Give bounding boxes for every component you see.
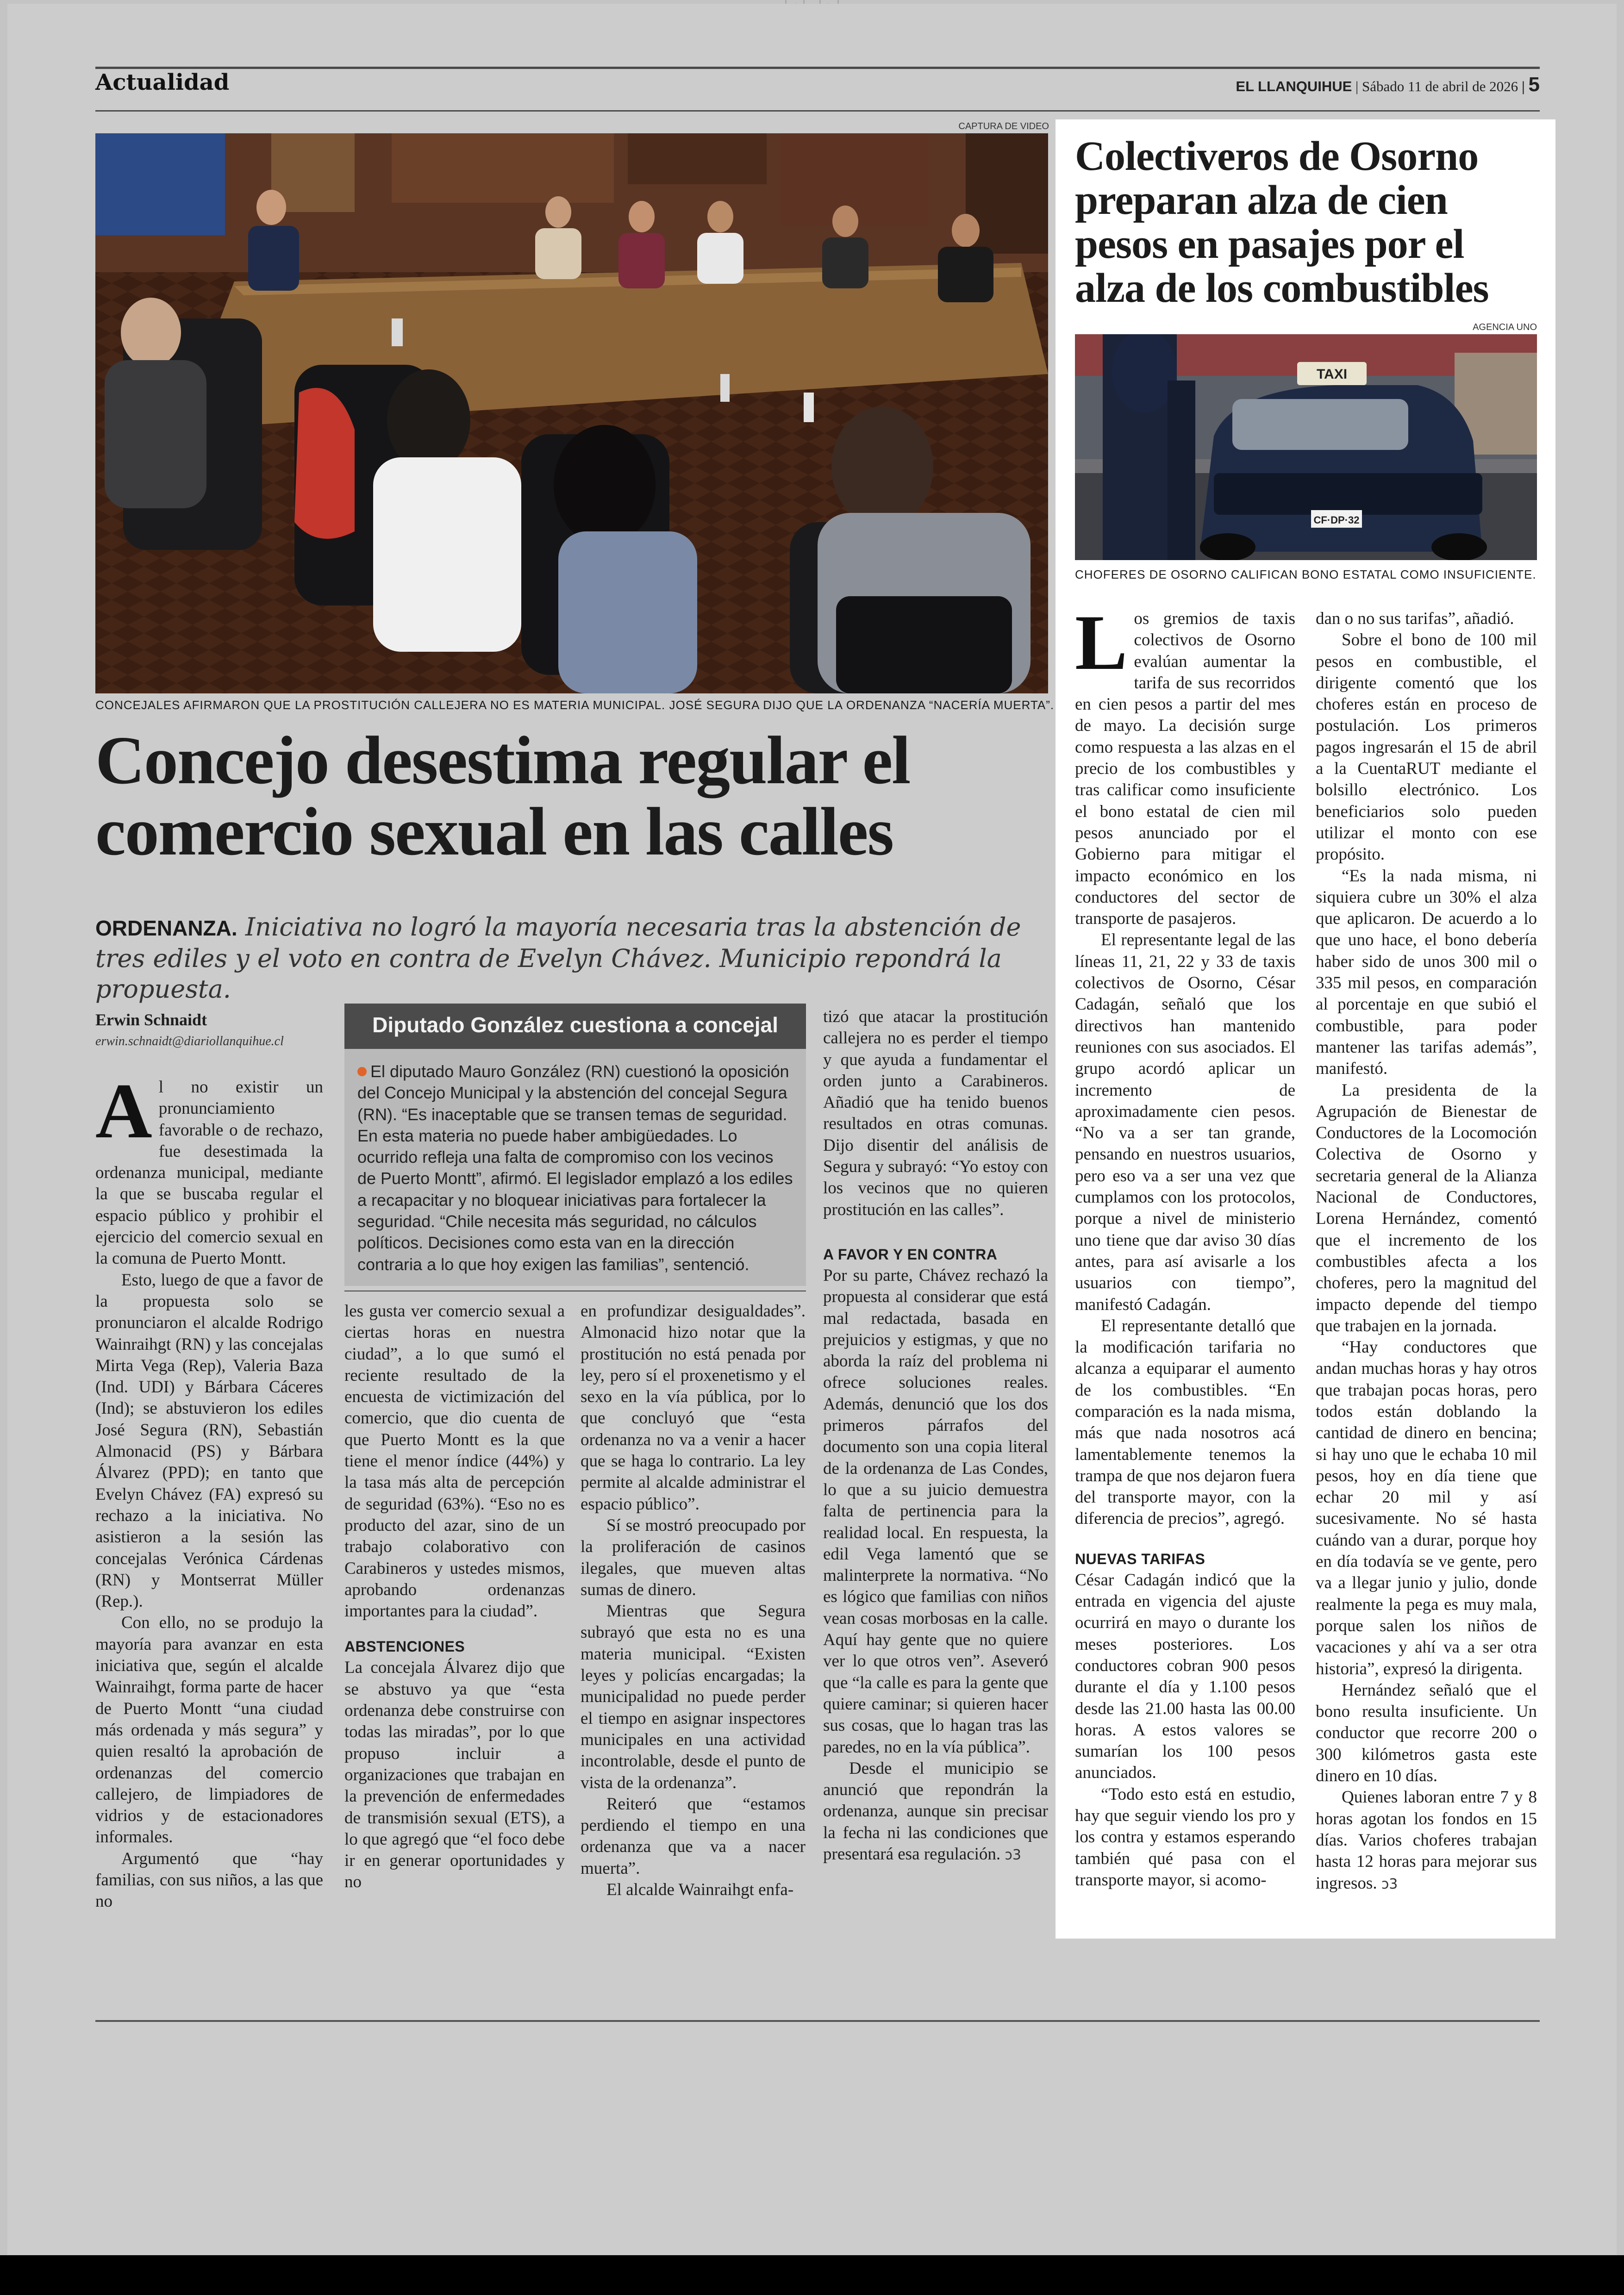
side-headline-line1: Colectiveros de Osorno (1075, 133, 1479, 179)
paragraph: os gremios de taxis colectivos de Osorno evalúan aumentar la tarifa de sus recorridos en cien pesos a partir del mes de mayo. La decisión surge como respuesta a las alzas en el precio de los combustibles y tras calificar como insuficiente el bono estatal de cien mil pesos anunciado por el Gobierno para mitigar el impacto económico en los conductores del sector de transporte de pasajeros. (1075, 609, 1295, 929)
paragraph: les gusta ver comercio sexual a ciertas horas en nuestra ciudad”, a lo que sumó el reciente resultado de la encuesta de victimización del comercio, que dio cuenta de que Puerto Montt es la que tiene el menor índice (44%) y la tasa más alta de percepción de seguridad (63%). “Eso no es producto del azar, sino de un trabajo colaborativo con Carabineros y ustedes mismos, aprobando ordenanzas importantes para la ciudad”. (344, 1302, 565, 1621)
side-headline-line4: alza de los combustibles (1075, 265, 1489, 311)
sidebar-box-title: Diputado González cuestiona a concejal (344, 1004, 806, 1049)
paragraph: “Hay conductores que andan muchas horas y hay otros que trabajan pocas horas, pero todos están doblando la cantidad de dinero en bencina; si hay uno que le echaba 10 mil pesos, hoy en día tiene que echar 20 mil y así sucesivamente. No sé hasta cuándo van a durar, porque hoy en día todavía se ve gente, pero va a llegar junio y julio, donde realmente la pega es muy mala, porque salen los niños de vacaciones y ahí va a ser otra historia”, expresó la dirigenta. (1316, 1338, 1537, 1678)
main-headline-line2: comercio sexual en las calles (95, 794, 893, 870)
page-info: EL LLANQUIHUE | Sábado 11 de abril de 2026 | 5 (1236, 73, 1540, 96)
paragraph: Por su parte, Chávez rechazó la propuesta al considerar que está mal redactada, basada en prejuicios y estigmas, y que no aborda la raíz del problema ni ofrece soluciones reales. Además, denunció que los dos primeros párrafos del documento son una copia literal de la ordenanza de Las Condes, lo que a su juicio demuestra falta de pertinencia para la realidad local. En respuesta, la edil Vega lamentó que se malinterprete la normativa. “No es lógico que familias con niños vean cosas morbosas en la calle. Aquí hay gente que no quiere ver lo que otros ven”. Aseveró que “la calle es para la gente que quiere caminar; si quieren hacer sus cosas, que lo hagan tras las paredes, no en la vía pública”. (823, 1266, 1048, 1757)
main-article-column-2 (344, 1301, 565, 1893)
side-photo (1075, 334, 1537, 560)
side-headline-line3: pesos en pasajes por el (1075, 221, 1464, 267)
main-photo-caption: CONCEJALES AFIRMARON QUE LA PROSTITUCIÓN CALLEJERA NO ES MATERIA MUNICIPAL. JOSÉ SEGURA DIJO QUE LA ORDENANZA “NACERÍA MUERTA”. (95, 698, 1055, 712)
side-article-column-1 (1075, 599, 1295, 1891)
sidebar-box (344, 1004, 806, 1286)
paragraph: El representante detalló que la modificación tarifaria no alcanza a equiparar el aumento de los combustibles. “En comparación es la nada misma, más que nada nosotros acá lamentablemente tenemos la trampa de que nos dejaron fuera del transporte mayor, con la diferencia de precios”, agregó. (1075, 1316, 1295, 1528)
author-name: Erwin Schnaidt (95, 1010, 207, 1029)
paragraph: Reiteró que “estamos perdiendo el tiempo en una ordenanza que va a nacer muerta”. (581, 1794, 806, 1878)
paragraph: César Cadagán indicó que la entrada en vigencia del ajuste ocurrirá en mayo o durante los meses posteriores. Los conductores cobran 900 pesos durante el día y 1.100 pesos desde las 21.00 hasta las 00.00 horas. A estos valores se sumarían los 100 pesos anunciados. (1075, 1570, 1295, 1783)
paragraph-text: Quienes laboran entre 7 y 8 horas agotan los fondos en 15 días. Varios choferes trabajan hasta 12 horas para mejorar sus ingresos. (1316, 1788, 1537, 1893)
header-bottom-rule (95, 110, 1540, 112)
main-headline (95, 723, 1068, 870)
end-mark-icon: ↄ3 (1005, 1846, 1021, 1863)
paragraph (823, 1758, 1048, 1866)
subhead-abstenciones: ABSTENCIONES (344, 1638, 465, 1655)
main-deck (95, 912, 1058, 1004)
issue-date: Sábado 11 de abril de 2026 (1362, 78, 1518, 94)
paragraph: El representante legal de las líneas 11, 21, 22 y 33 de taxis colectivos de Osorno, César Cadagán, señaló que los directivos han mantenido reuniones con sus asociados. El grupo acordó aplicar un incremento de aproximadamente cien pesos. “No va a ser tan grande, pensando en nuestros usuarios, pero eso va a ser una vez que cumplamos con los protocolos, porque a nivel de ministerio uno tiene que dar aviso 30 días antes, para así avisarle a los usuarios con tiempo”, manifestó Cadagán. (1075, 930, 1295, 1314)
paragraph: El alcalde Wainraihgt enfa- (606, 1880, 794, 1900)
paragraph: l no existir un pronunciamiento favorable o de rechazo, fue desestimada la ordenanza municipal, mediante la que se buscaba regular el espacio público y prohibir el ejercicio del comercio sexual en la comuna de Puerto Montt. (95, 1078, 323, 1268)
side-headline (1075, 134, 1543, 310)
paragraph: Hernández señaló que el bono resulta insuficiente. Un conductor que recorre 200 o 300 kilómetros gasta este dinero en 10 días. (1316, 1680, 1537, 1786)
viewer-bottom-bar (0, 2255, 1624, 2295)
sidebar-box-body (344, 1049, 806, 1275)
paragraph: dan o no sus tarifas”, añadió. (1316, 609, 1514, 628)
main-article-column-4 (823, 1006, 1048, 1866)
section-title: Actualidad (95, 69, 230, 95)
paragraph: tizó que atacar la prostitución callejera no es perder el tiempo y que ayuda a fundamentar el orden junto a Carabineros. Añadió que ha tenido buenos resultados en otras comunas. Dijo disentir del análisis de Segura y subrayó: “Yo estoy con los vecinos que no quieren prostitución en las calles”. (823, 1007, 1048, 1219)
deck-text: Iniciativa no logró la mayoría necesaria tras la abstención de tres ediles y el voto en contra de Evelyn Chávez. Municipio repondrá la propuesta. (95, 912, 1021, 1004)
main-photo-credit: CAPTURA DE VIDEO (958, 121, 1049, 131)
page-bottom-rule (95, 2020, 1540, 2022)
side-photo-credit: AGENCIA UNO (1473, 322, 1537, 332)
paragraph-text: Desde el municipio se anunció que repondrán la ordenanza, aunque sin precisar la fecha ni las condiciones que presentará esa regulación. (823, 1759, 1048, 1864)
author-email[interactable]: erwin.schnaidt@diariollanquihue.cl (95, 1034, 284, 1048)
page-info-separator: | (1352, 78, 1362, 94)
newspaper-page (7, 4, 1617, 2255)
header-top-rule (95, 67, 1540, 69)
paragraph: “Es la nada misma, ni siquiera cubre un 30% el alza que aplicaron. De acuerdo a lo que uno hace, el bono debería haber sido de unos 300 mil o 335 mil pesos, en comparación al porcentaje en que subió el combustible, para poder mantener las tarifas además”, manifestó. (1316, 866, 1537, 1079)
newspaper-name: EL LLANQUIHUE (1236, 78, 1352, 94)
license-plate: CF·DP·32 (1313, 514, 1360, 526)
paragraph: La presidenta de la Agrupación de Bienestar de Conductores de la Locomoción Colectiva de Osorno y secretaria general de la Alianza Nacional de Conductores, Lorena Hernández, comentó que el incremento de los combustibles afecta a los choferes, pero la magnitud del impacto depende del tiempo que trabajen en la jornada. (1316, 1080, 1537, 1335)
main-article-column-1 (95, 1067, 323, 1913)
paragraph: Sí se mostró preocupado por la proliferación de casinos ilegales, que mueven altas sumas de dinero. (581, 1515, 806, 1599)
paragraph: Con ello, no se produjo la mayoría para avanzar en esta iniciativa que, según el alcalde Wainraihgt, forma parte de hacer de Puerto Montt “una ciudad más ordenada y más segura” y quien resaltó la aprobación de ordenanzas del comercio callejero, de limpiadores de vidrios y de estacionadores informales. (95, 1613, 323, 1847)
taxi-sign: TAXI (1316, 367, 1348, 382)
end-mark-icon: ↄ3 (1381, 1876, 1398, 1892)
sidebar-box-text: El diputado Mauro González (RN) cuestionó la oposición del Concejo Municipal y la abstención del concejal Segura (RN). “Es inaceptable que se transen temas de seguridad. En esta materia no puede haber ambigüedades. Lo ocurrido refleja una falta de compromiso con los vecinos de Puerto Montt”, afirmó. El legislador emplazó a los ediles a recapacitar y no bloquear iniciativas para fortalecer la seguridad. “Chile necesita más seguridad, no cálculos políticos. Decisiones como esta van en la dirección contraria a lo que hoy exigen las familias”, sentenció. (357, 1062, 793, 1274)
subhead-favor-contra: A FAVOR Y EN CONTRA (823, 1246, 998, 1263)
bullet-dot-icon (357, 1067, 367, 1076)
main-dropcap: A (95, 1067, 152, 1154)
side-photo-caption: CHOFERES DE OSORNO CALIFICAN BONO ESTATAL COMO INSUFICIENTE. (1075, 568, 1537, 581)
paragraph (1316, 1787, 1537, 1895)
side-dropcap: L (1075, 599, 1128, 686)
deck-kicker: ORDENANZA. (95, 916, 237, 940)
main-article-column-3 (581, 1301, 806, 1901)
paragraph: Mientras que Segura subrayó que esta no es una materia municipal. “Existen leyes y policías encargadas; la municipalidad no puede perder el tiempo en asignar inspectores municipales en una actividad incontrolable, desde el punto de vista de la ordenanza”. (581, 1602, 806, 1792)
main-photo (95, 133, 1048, 693)
side-headline-line2: preparan alza de cien (1075, 177, 1448, 223)
paragraph: Argumentó que “hay familias, con sus niños, a las que no (95, 1849, 323, 1911)
paragraph: en profundizar desigualdades”. Almonacid hizo notar que la prostitución no está penada por ley, pero sí el proxenetismo y el sexo en la vía pública, por lo que concluyó que “esta ordenanza no va a venir a hacer que se haga lo contrario. La ley permite al alcalde administrar el espacio público”. (581, 1302, 806, 1514)
page-number: 5 (1528, 73, 1540, 96)
main-headline-line1: Concejo desestima regular el (95, 723, 910, 798)
paragraph: Esto, luego de que a favor de la propuesta solo se pronunciaron el alcalde Rodrigo Wainraihgt (RN) y las concejalas Mirta Vega (Rep), Valeria Baza (Ind. UDI) y Bárbara Cáceres (Ind); se abstuvieron los ediles José Segura (RN), Sebastián Almonacid (PS) y Bárbara Álvarez (PPD); en tanto que Evelyn Chávez (FA) expresó su rechazo a la iniciativa. No asistieron a la sesión las concejalas Verónica Cárdenas (RN) y Montserrat Müller (Rep.). (95, 1270, 323, 1611)
paragraph: Sobre el bono de 100 mil pesos en combustible, el dirigente comentó que los choferes están en proceso de postulación. Los primeros pagos ingresarán el 15 de abril a la CuentaRUT mediante el bolsillo electrónico. Los beneficiarios solo pueden utilizar el monto con ese propósito. (1316, 630, 1537, 864)
paragraph: “Todo esto está en estudio, hay que seguir viendo los pro y los contra y estamos esperando también qué pasa con el transporte mayor, si acomo- (1075, 1784, 1295, 1890)
paragraph: La concejala Álvarez dijo que se abstuvo ya que “esta ordenanza debe construirse con todas las miradas”, por lo que propuso incluir a organizaciones que trabajan en la prevención de enfermedades de transmisión sexual (ETS), a lo que agregó que “el foco debe ir en generar oportunidades y no (344, 1658, 565, 1892)
subhead-nuevas-tarifas: NUEVAS TARIFAS (1075, 1550, 1206, 1567)
side-article-column-2 (1316, 608, 1537, 1895)
